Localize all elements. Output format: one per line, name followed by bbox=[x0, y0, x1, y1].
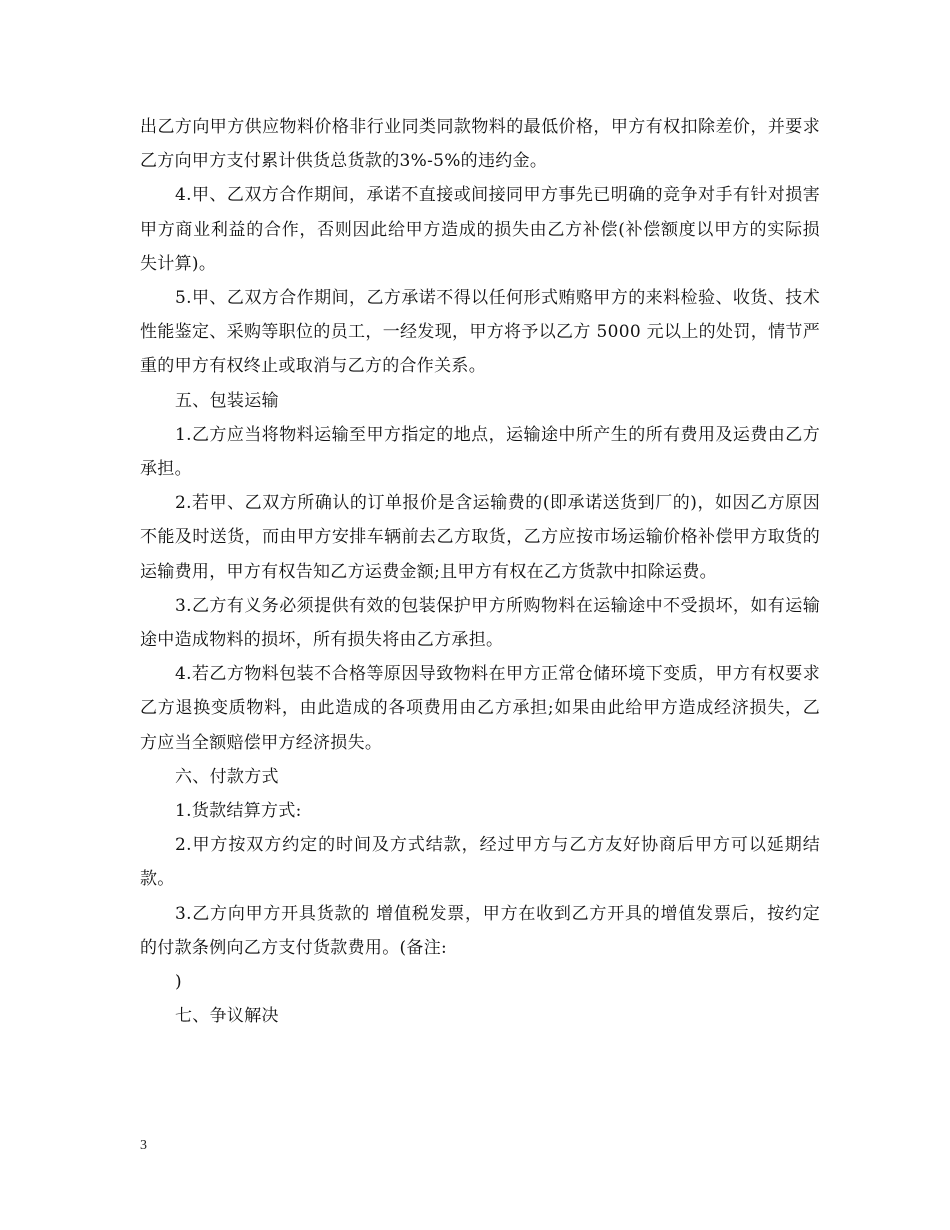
clause-6-1: 1.货款结算方式: bbox=[175, 801, 302, 822]
document-body bbox=[140, 110, 820, 1033]
clause-5-4: 4.若乙方物料包装不合格等原因导致物料在甲方正常仓储环境下变质，甲方有权要求乙方退换变质物料，由此造成的各项费用由乙方承担;如果由此给甲方造成经济损失，乙方应当全额赔偿甲方经济损失。 bbox=[140, 664, 820, 753]
clause-5-3: 3.乙方有义务必须提供有效的包装保护甲方所购物料在运输途中不受损坏，如有运输途中造成物料的损坏，所有损失将由乙方承担。 bbox=[140, 595, 820, 651]
paragraph-continuation: 出乙方向甲方供应物料价格非行业同类同款物料的最低价格，甲方有权扣除差价，并要求乙方向甲方支付累计供货总货款的3%-5%的违约金。 bbox=[140, 117, 820, 172]
clause-4-5: 5.甲、乙双方合作期间，乙方承诺不得以任何形式贿赂甲方的来料检验、收货、技术性能鉴定、采购等职位的员工，一经发现，甲方将予以乙方 5000 元以上的处罚，情节严重的甲方有权终止或取消与乙方的合作关系。 bbox=[140, 288, 820, 377]
clause-4-4: 4.甲、乙双方合作期间，承诺不直接或间接同甲方事先已明确的竞争对手有针对损害甲方商业利益的合作，否则因此给甲方造成的损失由乙方补偿(补偿额度以甲方的实际损失计算)。 bbox=[140, 185, 820, 274]
clause-5-1: 1.乙方应当将物料运输至甲方指定的地点，运输途中所产生的所有费用及运费由乙方承担。 bbox=[140, 424, 820, 480]
clause-6-2: 2.甲方按双方约定的时间及方式结款，经过甲方与乙方友好协商后甲方可以延期结款。 bbox=[140, 835, 820, 890]
section-heading-dispute: 七、争议解决 bbox=[175, 1006, 279, 1027]
note-close-paren: ) bbox=[175, 972, 182, 993]
section-heading-packaging: 五、包装运输 bbox=[175, 390, 279, 411]
page-number: 3 bbox=[140, 1138, 147, 1153]
clause-5-2: 2.若甲、乙双方所确认的订单报价是含运输费的(即承诺送货到厂的)，如因乙方原因不能及时送货，而由甲方安排车辆前去乙方取货，乙方应按市场运输价格补偿甲方取货的运输费用，甲方有权告知乙方运费金额;且甲方有权在乙方货款中扣除运费。 bbox=[140, 493, 820, 582]
section-heading-payment: 六、付款方式 bbox=[175, 766, 279, 787]
clause-6-3: 3.乙方向甲方开具货款的 增值税发票，甲方在收到乙方开具的增值发票后，按约定的付款条例向乙方支付货款费用。(备注: bbox=[140, 903, 820, 958]
